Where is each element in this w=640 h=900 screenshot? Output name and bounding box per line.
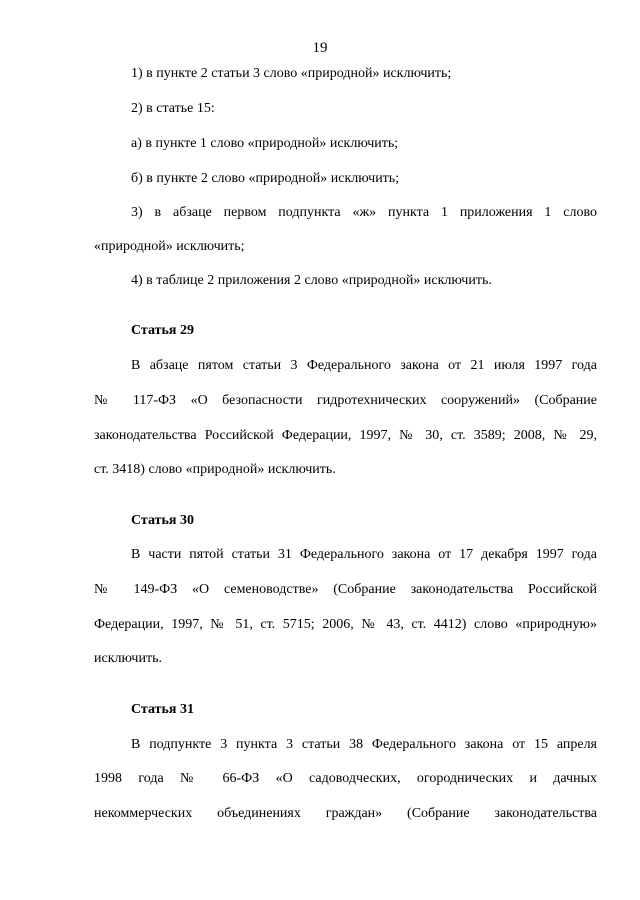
item-2: 2) в статье 15: [131, 101, 215, 116]
item-3-line-2: «природной» исключить; [94, 239, 245, 254]
article-31-heading: Статья 31 [131, 702, 194, 717]
article-30-heading: Статья 30 [131, 513, 194, 528]
article-29-line-2: № 117-ФЗ «О безопасности гидротехнических сооружений» (Собрание [94, 393, 597, 408]
item-2b: б) в пункте 2 слово «природной» исключить; [131, 171, 400, 186]
page-number: 19 [312, 40, 328, 56]
article-29-heading: Статья 29 [131, 323, 194, 338]
article-31-line-2: 1998 года № 66-ФЗ «О садоводческих, огороднических и дачных [94, 771, 597, 786]
article-29-line-1: В абзаце пятом статьи 3 Федерального закона от 21 июля 1997 года [131, 358, 597, 373]
article-30-line-3: Федерации, 1997, № 51, ст. 5715; 2006, № 43, ст. 4412) слово «природную» [94, 617, 597, 632]
article-29-line-3: законодательства Российской Федерации, 1997, № 30, ст. 3589; 2008, № 29, [94, 428, 597, 443]
item-1: 1) в пункте 2 статьи 3 слово «природной» исключить; [131, 66, 452, 81]
article-31-line-3: некоммерческих объединениях граждан» (Собрание законодательства [94, 806, 597, 821]
article-29-line-4: ст. 3418) слово «природной» исключить. [94, 462, 336, 477]
item-3-line-1: 3) в абзаце первом подпункта «ж» пункта 1 приложения 1 слово [131, 205, 597, 220]
item-4: 4) в таблице 2 приложения 2 слово «природной» исключить. [131, 273, 492, 288]
article-30-line-4: исключить. [94, 651, 162, 666]
item-2a: а) в пункте 1 слово «природной» исключить; [131, 136, 399, 151]
article-31-line-1: В подпункте 3 пункта 3 статьи 38 Федерального закона от 15 апреля [131, 737, 597, 752]
article-30-line-1: В части пятой статьи 31 Федерального закона от 17 декабря 1997 года [131, 547, 597, 562]
article-30-line-2: № 149-ФЗ «О семеноводстве» (Собрание законодательства Российской [94, 582, 597, 597]
